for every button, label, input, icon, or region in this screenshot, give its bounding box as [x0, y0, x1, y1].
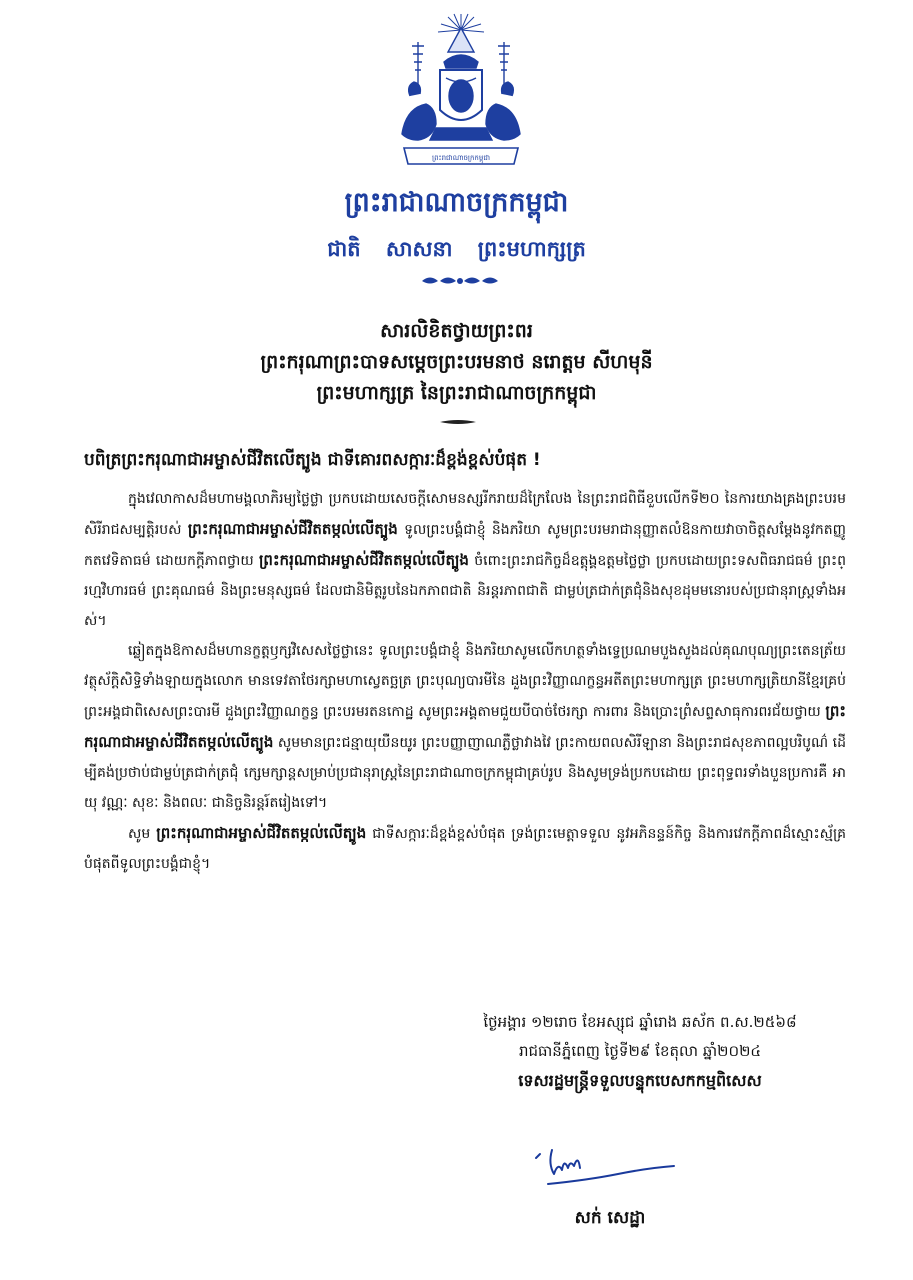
text-run: សូម — [128, 826, 157, 842]
small-divider-icon — [440, 418, 476, 426]
king-title-bold: ព្រះករុណាជាអម្ចាស់ជីវិតតម្កល់លើត្បូង — [156, 824, 367, 842]
salutation: បពិត្រព្រះករុណាជាអម្ចាស់ជីវិតលើត្បូង ជាទីគោរពសក្ការៈដ៏ខ្ពង់ខ្ពស់បំផុត ! — [84, 450, 541, 470]
title-line-1: សារលិខិតថ្វាយព្រះពរ — [380, 320, 533, 342]
ornament-divider-icon — [420, 274, 500, 288]
text-run: សូមមានព្រះជន្មាយុយឺនយូរ ព្រះបញ្ញាញាណភ្លឺថ្លាវាងវៃ ព្រះកាយពលសិរីឡានា និងព្រះរាជសុខភាពល្អបរិបូណ៌ ដើម្បីគង់ប្រថាប់ជាម្លប់ត្រជាក់ត្រជុំ ក្សេមក្សាន្តសម្រាប់ប្រជានុរាស្ត្រនៃព្រះរាជាណាចក្រកម្ពុជាគ្រប់រូប និងសូមទ្រង់ប្រកបដោយ ព្រះពុទ្ធពរទាំងបួនប្រការគឺ អាយុ វណ្ណៈ សុខៈ និងពលៈ ជានិច្ចនិរន្តរ៍តរៀងទៅ។ — [84, 735, 846, 811]
text-run: ទូលព្រះបង្គំជាខ្ញុំ និងភរិយា សូមព្រះបរមរាជានុញ្ញាតលំឱនកាយវាចាចិត្តសម្តែងនូវកតញ្ញូកតវេទិតាធម៌ ដោយកក្តីភាពថ្វាយ — [84, 522, 846, 569]
paragraph-3 — [84, 818, 846, 879]
text-run: ចំពោះព្រះរាជកិច្ចដ៏ឧត្តុង្គឧត្តមថ្លៃថ្លា ប្រកបដោយព្រះទសពិធរាជធម៌ ព្រះព្រហ្មវិហារធម៌ ព្រះគុណធម៌ និងព្រះមនុស្សធម៌ ដែលជានិមិត្តរូបនៃឯកភាពជាតិ និរន្តរភាពជាតិ ជាម្លប់ត្រជាក់ត្រជុំនិងសុខដុមមនោរបស់ប្រជានុរាស្ត្រទាំងអស់។ — [84, 553, 847, 629]
letter-title — [0, 316, 913, 409]
paragraph-1 — [84, 484, 846, 636]
emblem-ribbon-text: ព្រះរាជាណាចក្រកម្ពុជា — [431, 154, 491, 162]
title-line-2: ព្រះករុណាព្រះបាទសម្តេចព្រះបរមនាថ នរោត្តម សីហមុនី — [260, 351, 653, 373]
handwritten-signature-icon — [528, 1144, 678, 1204]
paragraph-2 — [84, 636, 846, 818]
ministry-title: ទេសរដ្ឋមន្ត្រីទទួលបន្ទុកបេសកកម្មពិសេស — [518, 1071, 762, 1090]
closing-block — [430, 1008, 850, 1095]
text-run: ឆ្លៀតក្នុងឱកាសដ៏មហានក្ខត្តឫក្សវិសេសថ្លៃថ្លានេះ ទូលព្រះបង្គំជាខ្ញុំ និងភរិយាសូមលើកហត្ថទាំងទ្វេប្រណមបួងសួងដល់គុណបុណ្យព្រះតេនត្រ័យ វត្ថុស័ក្តិសិទ្ធិទាំងឡាយក្នុងលោក មានទេវតាថែរក្សាមហាស្វេតច្ឆត្រ ព្រះបុណ្យបារមីនៃ ដួងព្រះវិញ្ញាណក្ខន្ធអតីតព្រះមហាក្សត្រ ព្រះមហាក្សត្រិយានីខ្មែរគ្រប់ព្រះអង្គជាពិសេសព្រះបារមី ដួងព្រះវិញ្ញាណក្ខន្ធ ព្រះបរមរតនកោដ្ឋ សូមព្រះអង្គតាមជួយបីបាច់ថែរក្សា ការពារ និងប្រោះព្រំសព្ទសាធុការពរជ័យថ្វាយ — [84, 643, 846, 720]
title-line-3: ព្រះមហាក្សត្រ នៃព្រះរាជាណាចក្រកម្ពុជា — [316, 382, 597, 404]
king-title-bold: ព្រះករុណាជាអម្ចាស់ជីវិតតម្កល់លើត្បូង — [258, 551, 469, 569]
letter-body — [84, 484, 846, 879]
king-title-bold: ព្រះករុណាជាអម្ចាស់ជីវិតតម្កល់លើត្បូង — [84, 702, 846, 751]
signer-name: សក់ សេដ្ឋា — [574, 1208, 646, 1228]
text-run: ក្នុងវេលាកាសដ៏មហាមង្គលាភិរម្យថ្លៃថ្លា ប្រកបដោយសេចក្តីសោមនស្សរីករាយដ៏ក្រៃលែង នៃព្រះរាជពិធីខួបលើកទី២០ នៃការយាងគ្រងព្រះបរមសិរីរាជសម្បត្តិរបស់ — [84, 491, 846, 538]
solar-date: រាជធានីភ្នំពេញ ថ្ងៃទី២៩ ខែតុលា ឆ្នាំ២០២៤ — [518, 1042, 762, 1060]
royal-emblem-icon — [396, 12, 526, 170]
king-title-bold: ព្រះករុណាជាអម្ចាស់ជីវិតតម្កល់លើត្បូង — [187, 520, 398, 538]
kingdom-name: ព្រះរាជាណាចក្រកម្ពុជា — [344, 187, 569, 218]
text-run: ជាទីសក្ការៈដ៏ខ្ពង់ខ្ពស់បំផុត ទ្រង់ព្រះមេត្តាទទួល នូវអភិនន្ទន៍កិច្ច និងការវេកក្តីភាពដ៏ស្មោះស្ម័គ្របំផុតពីទូលព្រះបង្គំជាខ្ញុំ។ — [84, 826, 847, 872]
national-motto: ជាតិ សាសនា ព្រះមហាក្សត្រ — [327, 237, 586, 261]
lunar-date: ថ្ងៃអង្គារ ១២រោច ខែអស្សុជ ឆ្នាំរោង ឆស័ក ព.ស.២៥៦៨ — [483, 1013, 797, 1031]
